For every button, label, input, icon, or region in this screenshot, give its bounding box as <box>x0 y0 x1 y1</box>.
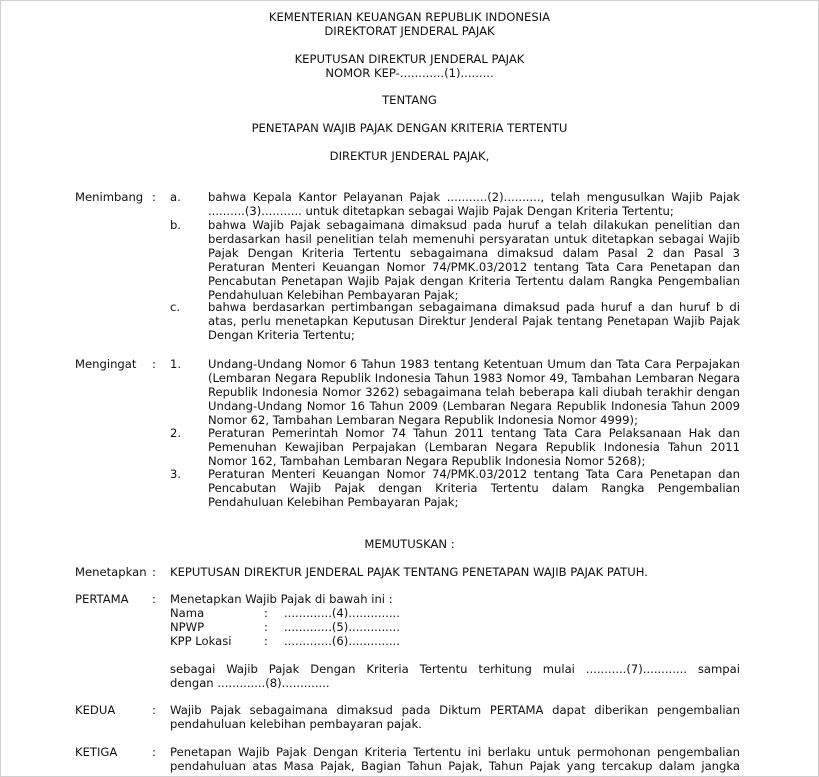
ketiga-text: Penetapan Wajib Pajak Dengan Kriteria Tertentu ini berlaku untuk permohonan pengembalian pendahuluan atas Masa Pajak, Bagian Tahun Pajak, Tahun Pajak yang tercakup dalam jangka <box>170 745 740 773</box>
menimbang-item-a: bahwa Kepala Kantor Pelayanan Pajak ...........(2).........., telah mengusulkan Wajib Pajak ..........(3)........... untuk ditetapkan sebagai Wajib Pajak Dengan Kriteria Tertentu; <box>208 190 740 218</box>
mengingat-label: Mengingat <box>75 357 137 371</box>
menimbang-label: Menimbang <box>75 190 144 204</box>
ministry-name: KEMENTERIAN KEUANGAN REPUBLIK INDONESIA <box>268 10 551 24</box>
field-npwp-value: .............(5).............. <box>284 620 400 634</box>
mengingat-marker-3: 3. <box>170 467 182 481</box>
mengingat-item-3: Peraturan Menteri Keuangan Nomor 74/PMK.03/2012 tentang Tata Cara Penetapan dan Pencabutan Wajib Pajak dengan Kriteria Tertentu dalam Rangka Pengembalian Pendahuluan Kelebihan Pembayaran Pajak; <box>208 467 740 509</box>
mengingat-colon: : <box>152 357 156 371</box>
about-heading: TENTANG <box>382 93 437 107</box>
decree-subject: PENETAPAN WAJIB PAJAK DENGAN KRITERIA TERTENTU <box>251 121 568 135</box>
field-nama-label: Nama <box>170 606 205 620</box>
menimbang-colon: : <box>152 190 156 204</box>
menetapkan-colon: : <box>152 565 156 579</box>
field-kpp-label: KPP Lokasi <box>170 634 232 648</box>
pertama-label: PERTAMA <box>75 592 129 606</box>
menimbang-marker-b: b. <box>170 218 182 232</box>
field-nama-value: .............(4).............. <box>284 606 400 620</box>
menimbang-marker-c: c. <box>170 300 181 314</box>
menetapkan-text: KEPUTUSAN DIREKTUR JENDERAL PAJAK TENTANG PENETAPAN WAJIB PAJAK PATUH. <box>170 565 648 579</box>
menimbang-marker-a: a. <box>170 190 181 204</box>
kedua-colon: : <box>152 703 156 717</box>
mengingat-marker-2: 2. <box>170 426 182 440</box>
issuer-title: DIREKTUR JENDERAL PAJAK, <box>329 149 490 163</box>
menetapkan-label: Menetapkan <box>75 565 147 579</box>
kedua-label: KEDUA <box>75 703 116 717</box>
mengingat-marker-1: 1. <box>170 357 182 371</box>
mengingat-item-1: Undang-Undang Nomor 6 Tahun 1983 tentang Ketentuan Umum dan Tata Cara Perpajakan (Lembaran Negara Republik Indonesia Tahun 1983 Nomor 49, Tambahan Lembaran Negara Republik Indonesia Nomor 3262) sebagaimana telah beberapa kali diubah terakhir dengan Undang-Undang Nomor 16 Tahun 2009 (Lembaran Negara Republik Indonesia Tahun 2009 Nomor 62, Tambahan Lembaran Negara Republik Indonesia Nomor 4999); <box>208 357 740 427</box>
pertama-closing: sebagai Wajib Pajak Dengan Kriteria Tertentu terhitung mulai ...........(7)............ sampai dengan .............(8)............. <box>170 662 740 690</box>
ketiga-colon: : <box>152 745 156 759</box>
kedua-text: Wajib Pajak sebagaimana dimaksud pada Diktum PERTAMA dapat diberikan pengembalian pendahuluan kelebihan pembayaran pajak. <box>170 703 740 731</box>
pertama-colon: : <box>152 592 156 606</box>
decree-title: KEPUTUSAN DIREKTUR JENDERAL PAJAK <box>294 52 525 66</box>
field-npwp-label: NPWP <box>170 620 205 634</box>
field-nama-colon: : <box>264 606 268 620</box>
field-npwp-colon: : <box>264 620 268 634</box>
directorate-name: DIREKTORAT JENDERAL PAJAK <box>324 24 495 38</box>
memutuskan-heading: MEMUTUSKAN : <box>364 537 455 551</box>
decree-number: NOMOR KEP-............(1)......... <box>325 66 494 80</box>
mengingat-item-2: Peraturan Pemerintah Nomor 74 Tahun 2011 tentang Tata Cara Pelaksanaan Hak dan Pemenuhan Kewajiban Perpajakan (Lembaran Negara Republik Indonesia Tahun 2011 Nomor 162, Tambahan Lembaran Negara Republik Indonesia Nomor 5268); <box>208 426 740 468</box>
menimbang-item-b: bahwa Wajib Pajak sebagaimana dimaksud pada huruf a telah dilakukan penelitian dan berdasarkan hasil penelitian telah memenuhi persyaratan untuk ditetapkan sebagai Wajib Pajak Dengan Kriteria Tertentu sebagaimana dimaksud dalam Pasal 2 dan Pasal 3 Peraturan Menteri Keuangan Nomor 74/PMK.03/2012 tentang Tata Cara Penetapan dan Pencabutan Penetapan Wajib Pajak dengan Kriteria Tertentu dalam Rangka Pengembalian Pendahuluan Kelebihan Pembayaran Pajak; <box>208 218 740 302</box>
menimbang-item-c: bahwa berdasarkan pertimbangan sebagaimana dimaksud pada huruf a dan huruf b di atas, perlu menetapkan Keputusan Direktur Jenderal Pajak tentang Penetapan Wajib Pajak Dengan Kriteria Tertentu; <box>208 300 740 342</box>
field-kpp-colon: : <box>264 634 268 648</box>
pertama-intro: Menetapkan Wajib Pajak di bawah ini : <box>170 592 393 606</box>
field-kpp-value: .............(6).............. <box>284 634 400 648</box>
ketiga-label: KETIGA <box>75 745 118 759</box>
